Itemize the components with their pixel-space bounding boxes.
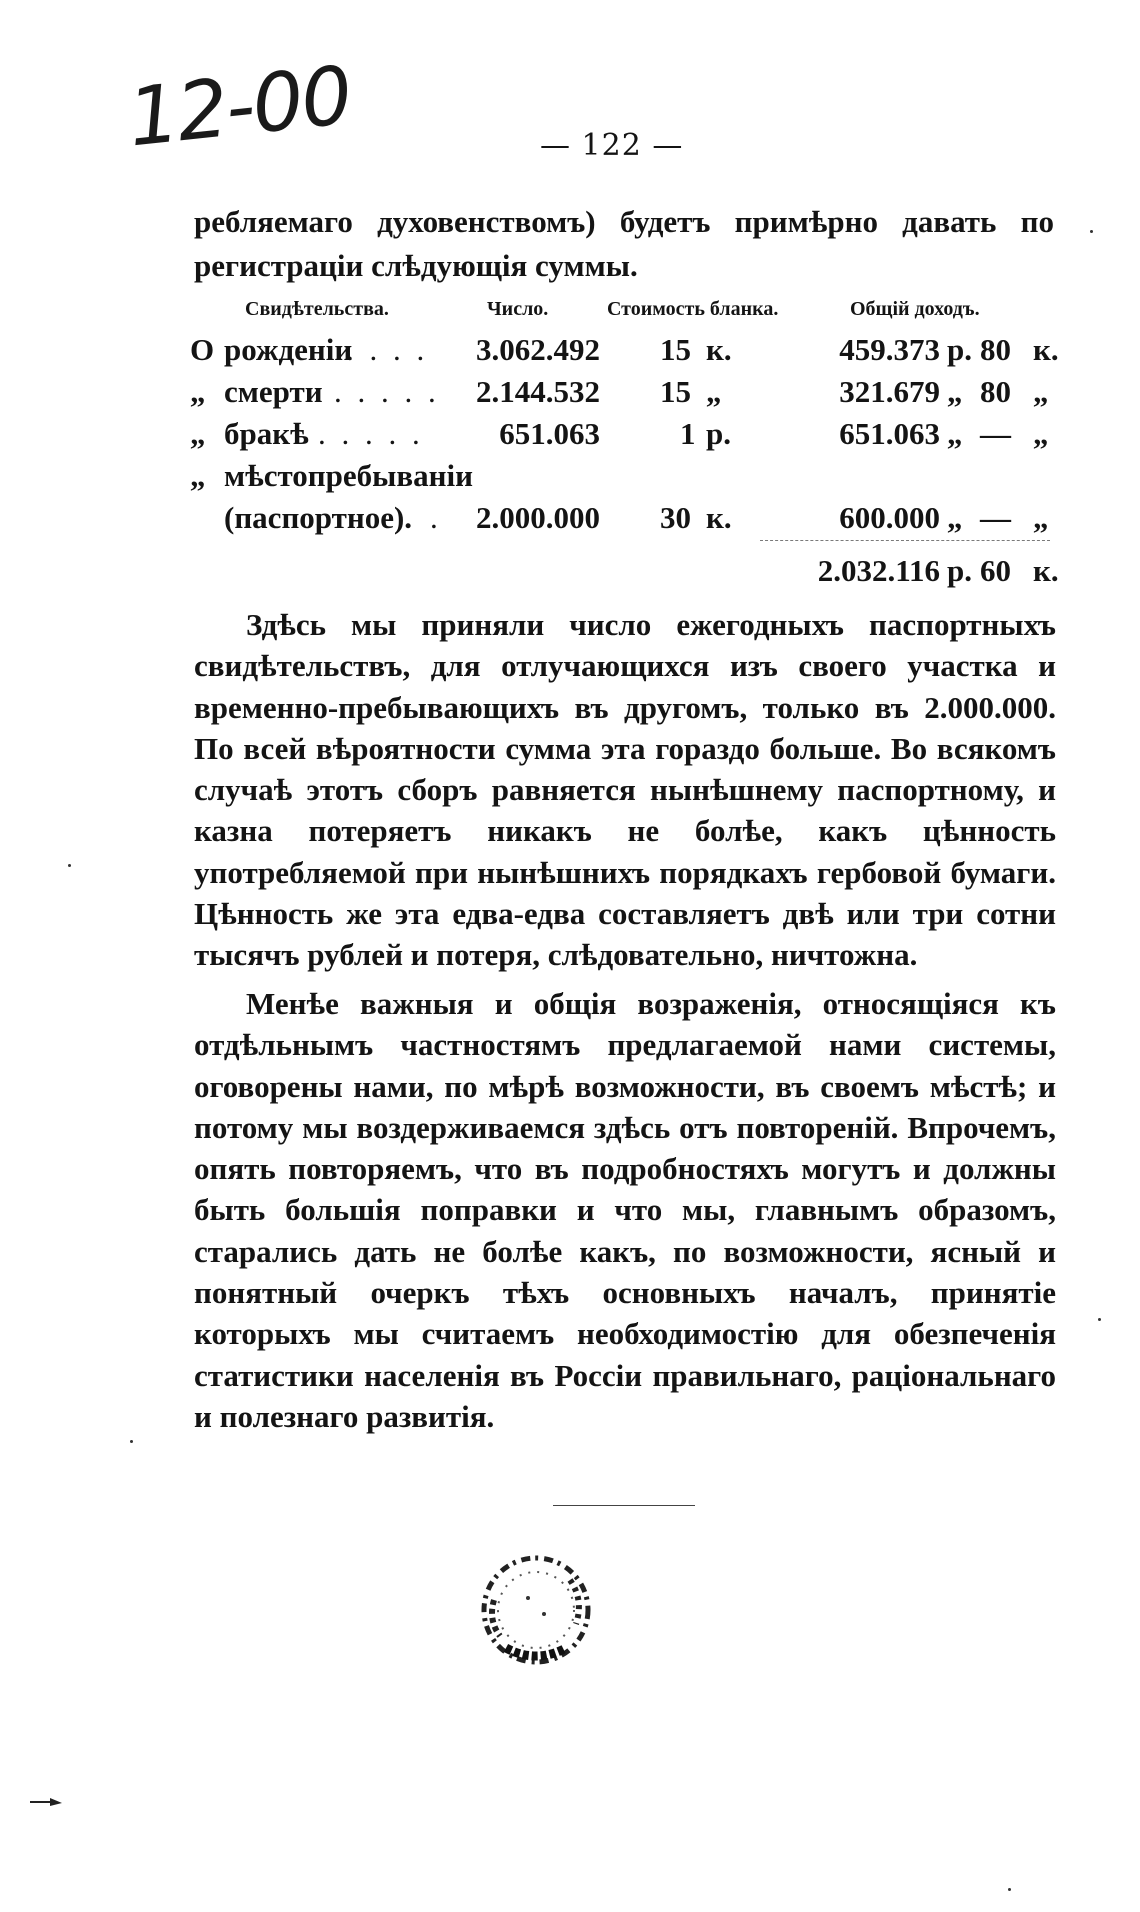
row-number: 651.063 [499, 416, 600, 451]
column-header-certificates: Свидѣтельства. [245, 298, 389, 320]
row-prefix: „ [190, 458, 206, 493]
row-amount-kop: 80 [980, 332, 1011, 367]
paragraph-2: Менѣе важныя и общія возраженія, относящіяся къ отдѣльнымъ частностямъ предлагаемой нами системы, оговорены нами, по мѣрѣ возможности, въ своемъ мѣстѣ; и потому мы воздерживаемся здѣсь отъ повтореній. Впрочемъ, опять повторяемъ, что въ подробностяхъ могутъ и должны быть большія поправки и что мы, главнымъ образомъ, старались дать не болѣе какъ, по возможности, ясный и понятный очеркъ тѣхъ основныхъ началъ, принятіе которыхъ мы считаемъ необходимостію для обезпеченія статистики населенія въ Россіи правильнаго, раціональнаго и полезнаго развитія. [194, 986, 1056, 1434]
row-cost-unit: к. [706, 332, 732, 367]
row-prefix: О [190, 332, 215, 367]
table-row [0, 332, 1140, 372]
row-name: мѣстопребываніи [224, 458, 473, 493]
column-header-total-income: Общій доходъ. [850, 298, 980, 320]
table-row [0, 500, 1140, 540]
leader-dots: . . . . . [334, 374, 440, 409]
row-cost-qty: 15 [660, 332, 691, 367]
row-cost-unit: „ [706, 374, 722, 409]
row-name: смерти [224, 374, 323, 409]
row-amount-kop: — [980, 416, 1011, 451]
total-amount-kop: 60 [980, 553, 1011, 588]
row-amount-rub: р. [947, 332, 972, 367]
speck [1008, 1888, 1011, 1891]
row-amount: 459.373 [839, 332, 940, 367]
row-cost-unit: к. [706, 500, 732, 535]
row-cost-qty: 1 [680, 416, 696, 451]
total-amount-rub: р. [947, 553, 972, 588]
column-header-number: Число. [487, 298, 549, 320]
row-cost-qty: 15 [660, 374, 691, 409]
row-amount-rub: „ [947, 416, 963, 451]
column-header-blank-cost: Стоимость бланка. [607, 298, 779, 320]
speck [1090, 230, 1093, 233]
row-number: 3.062.492 [476, 332, 600, 367]
row-prefix: „ [190, 416, 206, 451]
row-amount-unit: „ [1033, 416, 1049, 451]
table-row [0, 416, 1140, 456]
row-number: 2.000.000 [476, 500, 600, 535]
margin-arrow-icon [30, 1797, 62, 1807]
row-name: бракѣ [224, 416, 309, 451]
row-amount-rub: „ [947, 374, 963, 409]
row-prefix: „ [190, 374, 206, 409]
intro-paragraph: ребляемаго духовенствомъ) будетъ примѣрно давать по регистраціи слѣдующія суммы. [194, 204, 1054, 283]
row-amount-rub: „ [947, 500, 963, 535]
row-name: рожденіи [224, 332, 353, 367]
row-amount-unit: „ [1033, 500, 1049, 535]
table-row [0, 458, 1140, 498]
total-row [0, 553, 1140, 593]
end-rule [553, 1505, 695, 1506]
leader-dots: . . . . [346, 332, 429, 367]
leader-dots: . . . . . [318, 416, 424, 451]
row-amount: 600.000 [839, 500, 940, 535]
row-cost-unit: р. [706, 416, 731, 451]
total-amount: 2.032.116 [817, 553, 940, 588]
total-rule [760, 540, 1050, 541]
table-row [0, 374, 1140, 414]
row-name: (паспортное). [224, 500, 413, 535]
row-amount-unit: к. [1033, 332, 1059, 367]
leader-dots: . [430, 500, 442, 535]
handwritten-note: 12-00 [123, 48, 355, 165]
total-amount-unit: к. [1033, 553, 1059, 588]
library-stamp-icon [466, 1540, 606, 1680]
row-amount: 321.679 [839, 374, 940, 409]
speck [130, 1440, 133, 1443]
row-cost-qty: 30 [660, 500, 691, 535]
row-amount-kop: 80 [980, 374, 1011, 409]
speck [68, 864, 71, 867]
speck [1098, 1318, 1101, 1321]
row-number: 2.144.532 [476, 374, 600, 409]
paragraph-1: Здѣсь мы приняли число ежегодныхъ паспортныхъ свидѣтельствъ, для отлучающихся изъ своего участка и временно-пребывающихъ въ другомъ, только въ 2.000.000. По всей вѣроятности сумма эта гораздо больше. Во всякомъ случаѣ этотъ сборъ равняется нынѣшнему паспортному, и казна потеряетъ никакъ не болѣе, какъ цѣнность употребляемой при нынѣшнихъ порядкахъ гербовой бумаги. Цѣнность же эта едва-едва составляетъ двѣ или три сотни тысячъ рублей и потеря, слѣдовательно, ничтожна. [194, 607, 1056, 973]
row-amount-unit: „ [1033, 374, 1049, 409]
row-amount-kop: — [980, 500, 1011, 535]
row-amount: 651.063 [839, 416, 940, 451]
page-number: — 122 — [540, 128, 684, 163]
